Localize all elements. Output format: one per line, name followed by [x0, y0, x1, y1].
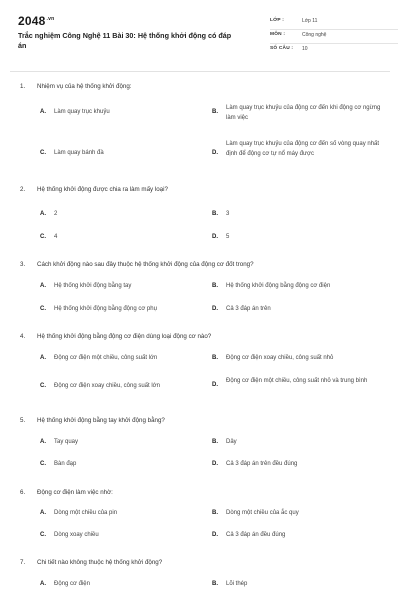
question-label: Hệ thống khởi động được chia ra làm mấy loại? [37, 186, 168, 193]
option-letter: C. [40, 532, 46, 538]
option-text: Tay quay [54, 439, 79, 445]
question-text [20, 416, 165, 425]
option-text: Dòng một chiều của pin [54, 510, 118, 516]
option-text: Động cơ điện xoay chiều, công suất nhỏ [226, 355, 334, 361]
meta-label: LỚP : [270, 18, 285, 23]
question-text [20, 82, 132, 91]
option-letter: D. [212, 532, 218, 538]
question-text [20, 488, 113, 497]
question-text [20, 260, 254, 269]
option-text: Dòng xoay chiều [54, 532, 99, 538]
option-text: Dòng một chiều của ắc quy [226, 510, 299, 516]
question-text [20, 185, 168, 194]
site-logo[interactable] [18, 14, 54, 28]
question-number: 4. [20, 333, 26, 340]
option-letter: A. [40, 581, 46, 587]
option-letter: D. [212, 306, 218, 312]
option-text: Hệ thống khởi động bằng động cơ phụ [54, 306, 157, 312]
meta-value: Lớp 11 [302, 18, 318, 24]
option-letter: A. [40, 211, 46, 217]
meta-row-question-count [270, 44, 398, 58]
option-text: Dây [226, 439, 237, 445]
option-text: Cả 3 đáp án đều đúng [226, 532, 286, 538]
question-number: 7. [20, 559, 26, 566]
question-number: 5. [20, 417, 26, 424]
option-text: Động cơ điện xoay chiều, công suất lớn [54, 383, 160, 389]
meta-value: 10 [302, 46, 308, 52]
option-text: Làm quay trục khuỷu [54, 109, 110, 115]
question-label: Nhiệm vụ của hệ thống khởi động: [37, 83, 132, 90]
option-text: Làm quay trục khuỷu của động cơ đến số vòng quay nhất định để động cơ tự nổ máy được [226, 141, 380, 157]
option-letter: C. [40, 306, 46, 312]
option-letter: D. [212, 382, 218, 388]
option-letter: A. [40, 109, 46, 115]
question-text [20, 558, 162, 567]
option-letter: D. [212, 234, 218, 240]
option-text: Cả 3 đáp án trên đều đúng [226, 461, 298, 467]
question-label: Cách khởi động nào sau đây thuộc hệ thống khởi động của động cơ đốt trong? [37, 261, 254, 268]
option-letter: C. [40, 150, 46, 156]
question-label: Động cơ điện làm việc nhờ: [37, 489, 113, 496]
option-letter: A. [40, 283, 46, 289]
meta-label: SỐ CÂU : [270, 46, 294, 51]
question-number: 6. [20, 489, 26, 496]
meta-row-subject [270, 30, 398, 44]
option-text: Hệ thống khởi động bằng động cơ điện [226, 283, 331, 289]
option-letter: B. [212, 510, 218, 516]
question-label: Hệ thống khởi động bằng tay khởi động bằng? [37, 417, 165, 424]
option-letter: B. [212, 283, 218, 289]
page-title: Trắc nghiệm Công Nghệ 11 Bài 30: Hệ thống khởi động có đáp án [18, 31, 232, 50]
option-letter: C. [40, 461, 46, 467]
question-label: Chi tiết nào không thuộc hệ thống khởi động? [37, 559, 163, 566]
document-header [18, 14, 384, 66]
question-number: 1. [20, 83, 26, 90]
option-letter: B. [212, 109, 218, 115]
option-letter: A. [40, 355, 46, 361]
option-letter: A. [40, 439, 46, 445]
meta-value: Công nghệ [302, 32, 327, 38]
logo-text: 2048 [18, 14, 46, 28]
option-letter: B. [212, 439, 218, 445]
option-letter: C. [40, 383, 46, 389]
option-text: 3 [226, 211, 230, 217]
quiz-meta-info [270, 16, 398, 58]
option-letter: B. [212, 211, 218, 217]
question-number: 2. [20, 186, 26, 193]
option-text: 4 [54, 234, 58, 240]
option-text: 2 [54, 211, 58, 217]
option-text: Động cơ điện một chiều, công suất lớn [54, 355, 158, 361]
option-letter: B. [212, 581, 218, 587]
question-number: 3. [20, 261, 26, 268]
option-text: Hệ thống khởi động bằng tay [54, 283, 132, 289]
option-text: Bàn đạp [54, 461, 77, 467]
option-text: Làm quay bánh đà [54, 150, 104, 156]
option-text: Động cơ điện một chiều, công suất nhỏ và trung bình [226, 378, 368, 384]
option-letter: D. [212, 150, 218, 156]
option-text: Động cơ điện [54, 581, 90, 587]
option-letter: A. [40, 510, 46, 516]
option-text: Cả 3 đáp án trên [226, 306, 271, 312]
header-divider [10, 71, 390, 72]
meta-label: MÔN : [270, 32, 286, 37]
question-text [20, 332, 211, 341]
option-text: Làm quay trục khuỷu của động cơ đến khi động cơ ngừng làm việc [226, 105, 381, 121]
option-letter: C. [40, 234, 46, 240]
meta-row-class [270, 16, 398, 30]
question-label: Hệ thống khởi động bằng động cơ điện dùng loại động cơ nào? [37, 333, 212, 340]
option-text: 5 [226, 234, 230, 240]
option-letter: D. [212, 461, 218, 467]
logo-suffix: .vn [46, 16, 55, 22]
option-text: Lõi thép [226, 581, 248, 587]
option-letter: B. [212, 355, 218, 361]
